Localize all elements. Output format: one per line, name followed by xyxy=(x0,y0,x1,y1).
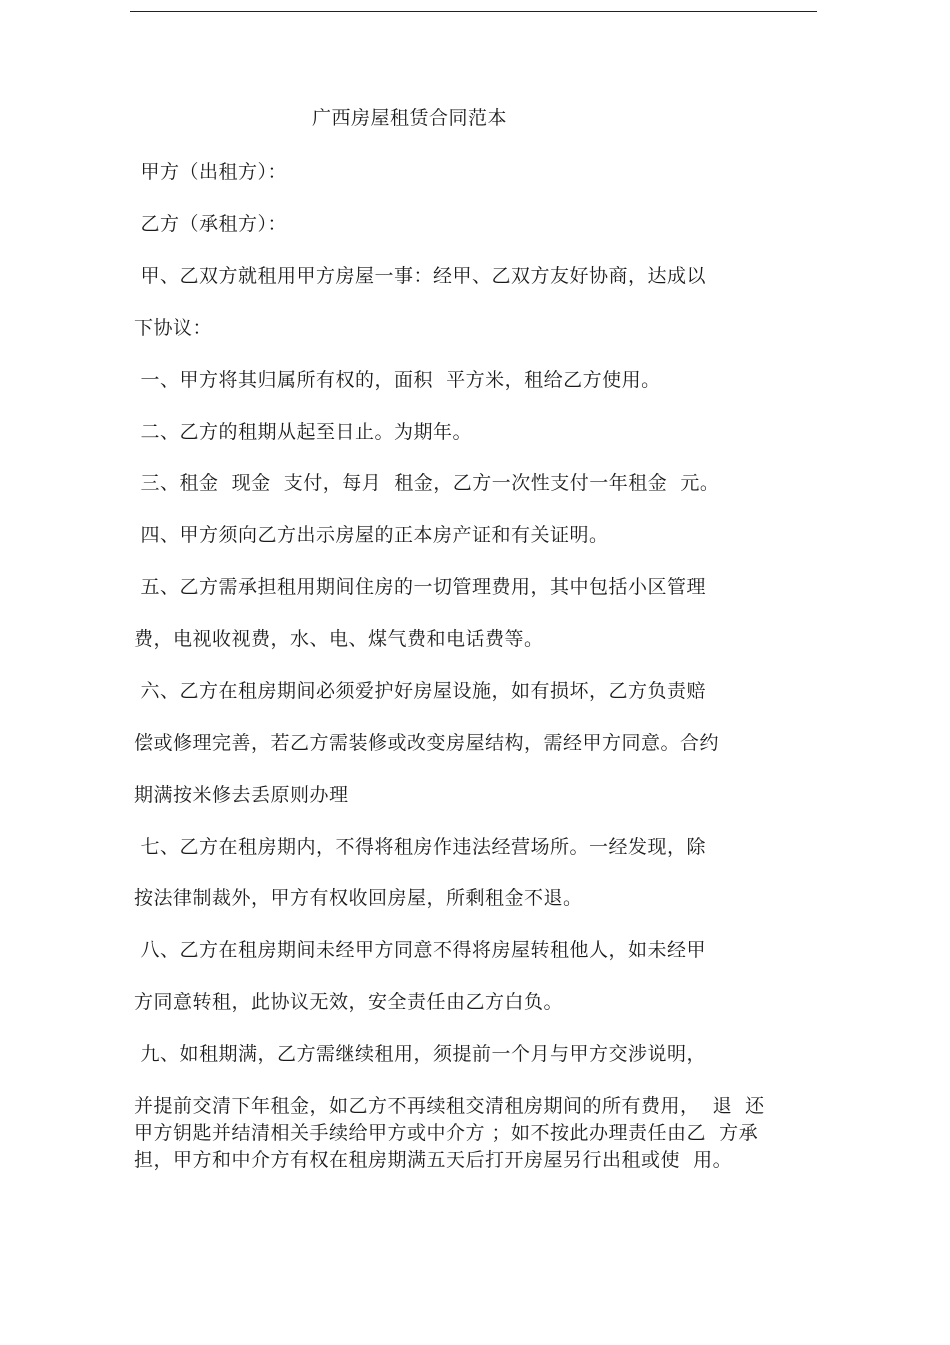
header-rule xyxy=(130,11,817,12)
clause-3: 三、租金 现金 支付，每月 租金，乙方一次性支付一年租金 元。 xyxy=(134,472,720,494)
clause-1: 一、甲方将其归属所有权的，面积 平方米，租给乙方使用。 xyxy=(134,369,661,391)
party-b-line: 乙方（承租方）： xyxy=(134,213,288,235)
clause-6-line-3: 期满按米修去丢原则办理 xyxy=(134,784,349,806)
clause-6-line-2: 偿或修理完善，若乙方需装修或改变房屋结构，需经甲方同意。合约 xyxy=(134,732,720,754)
clause-4: 四、甲方须向乙方出示房屋的正本房产证和有关证明。 xyxy=(134,524,609,546)
clause-8-line-1: 八、乙方在租房期间未经甲方同意不得将房屋转租他人，如未经甲 xyxy=(134,939,707,961)
clause-5-line-1: 五、乙方需承担租用期间住房的一切管理费用，其中包括小区管理 xyxy=(134,576,707,598)
preamble-line-2: 下协议： xyxy=(134,317,213,339)
clause-9-line-2: 并提前交清下年租金，如乙方不再续租交清租房期间的所有费用， 退 还 xyxy=(134,1095,765,1117)
clause-9-line-1: 九、如租期满，乙方需继续租用，须提前一个月与甲方交涉说明， xyxy=(134,1043,707,1065)
party-a-line: 甲方（出租方）： xyxy=(134,161,288,183)
clause-9-line-3: 甲方钥匙并结清相关手续给甲方或中介方 ；如不按此办理责任由乙 方承 xyxy=(134,1122,759,1144)
clause-5-line-2: 费，电视收视费，水、电、煤气费和电话费等。 xyxy=(134,628,544,650)
clause-7-line-1: 七、乙方在租房期内，不得将租房作违法经营场所。一经发现，除 xyxy=(134,836,707,858)
clause-8-line-2: 方同意转租，此协议无效，安全责任由乙方白负。 xyxy=(134,991,564,1013)
preamble-line-1: 甲、乙双方就租用甲方房屋一事：经甲、乙双方友好协商，达成以 xyxy=(134,265,707,287)
document-title: 广西房屋租赁合同范本 xyxy=(312,107,508,129)
clause-9-line-4: 担，甲方和中介方有权在租房期满五天后打开房屋另行出租或使 用。 xyxy=(134,1149,733,1171)
clause-6-line-1: 六、乙方在租房期间必须爱护好房屋设施，如有损坏，乙方负责赔 xyxy=(134,680,707,702)
clause-7-line-2: 按法律制裁外，甲方有权收回房屋，所剩租金不退。 xyxy=(134,887,583,909)
clause-2: 二、乙方的租期从起至日止。为期年。 xyxy=(134,421,473,443)
